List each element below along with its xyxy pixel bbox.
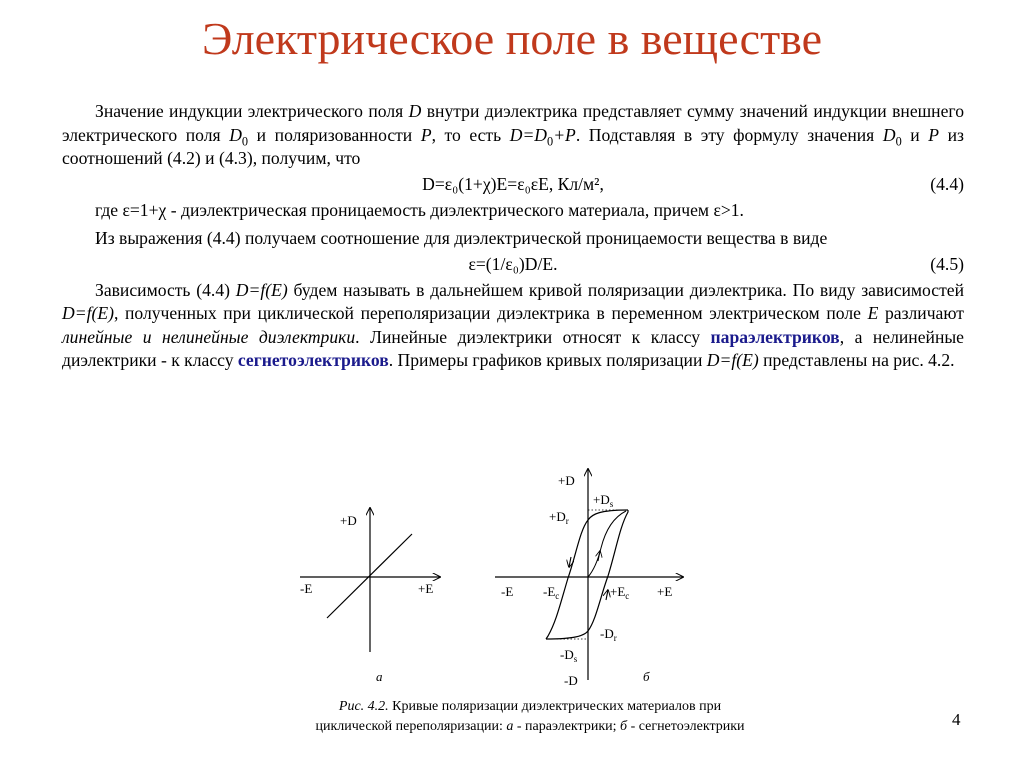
plot-b-minus-dr-label: $-D_r$ bbox=[600, 626, 617, 643]
plot-a-letter: а bbox=[376, 669, 383, 684]
plot-a bbox=[300, 508, 440, 684]
plot-b-initial-curve bbox=[588, 511, 626, 577]
plot-b-lower-branch bbox=[546, 510, 628, 639]
plot-b-arrow-down bbox=[569, 557, 571, 567]
plot-b-minus-e-label: -E bbox=[501, 584, 514, 599]
slide-title: Электрическое поле в веществе bbox=[201, 13, 823, 64]
plot-b-plus-e-label: +E bbox=[657, 584, 673, 599]
figure-caption bbox=[250, 697, 810, 737]
plot-b-letter: б bbox=[643, 669, 650, 684]
plot-b-plus-d-label: +D bbox=[558, 473, 575, 488]
plot-b-minus-ec-label: $-E_c$ bbox=[543, 584, 560, 601]
formula-4-5: ε=(1/ε₀)D/E. (4.5) bbox=[468, 253, 964, 274]
plot-b-minus-d-label: -D bbox=[564, 673, 578, 688]
plot-b-minus-ds-label: $-D_s$ bbox=[560, 647, 578, 664]
plot-b-plus-dr-label: $+D_r$ bbox=[549, 509, 569, 526]
plot-a-plus-e-label: +E bbox=[418, 581, 434, 596]
paragraph-4: Зависимость (4.4) D=f(E) будем называть в дальнейшем кривой поляризации диэлектрика. По виду зависимостей D=f(E), полученных при циклической переполяризации диэлектрика в переменном электрическом поле E различают линейные и нелинейные диэлектрики. Линейные диэлектрики относят к классу параэлектриков, а нелинейные диэлектрики - к классу сегнетоэлектриков. Примеры графиков кривых поляризации D=f(E) представлены на рис. 4.2. bbox=[62, 279, 965, 370]
plot-a-minus-e-label: -E bbox=[300, 581, 313, 596]
page-number: 4 bbox=[952, 710, 961, 729]
plot-b-upper-branch bbox=[546, 510, 628, 639]
paragraph-3: Из выражения (4.4) получаем соотношение для диэлектрической проницаемости вещества в виде bbox=[95, 228, 828, 248]
term-ferroelectrics: сегнетоэлектриков bbox=[237, 350, 389, 370]
caption-line-1: Рис. 4.2. Кривые поляризации диэлектрических материалов при bbox=[338, 699, 722, 714]
formula-4-4: D=ε₀(1+χ)E=ε₀εE, Кл/м², (4.4) bbox=[422, 173, 964, 194]
plot-b bbox=[495, 469, 683, 688]
plot-b-plus-ec-label: $+E_c$ bbox=[610, 584, 630, 601]
plot-b-arrow-up bbox=[606, 590, 608, 600]
term-paraelectrics: параэлектриков bbox=[710, 326, 840, 347]
paragraph-1: Значение индукции электрического поля D внутри диэлектрика представляет сумму значений индукции внешнего электрического поля $D_0$ и поляризованности P, то есть $D=D_0+P$. Подставляя в эту формулу значения $D_0$ и P из соотношений (4.2) и (4.3), получим, что bbox=[62, 101, 964, 168]
paragraph-2: где ε=1+χ - диэлектрическая проницаемость диэлектрического материала, причем ε>1. bbox=[95, 199, 744, 220]
plot-b-plus-ds-label: $+D_s$ bbox=[593, 492, 614, 509]
caption-line-2: циклической переполяризации: а - параэлектрики; б - сегнетоэлектрики bbox=[315, 719, 745, 734]
plot-a-plus-d-label: +D bbox=[340, 513, 357, 528]
